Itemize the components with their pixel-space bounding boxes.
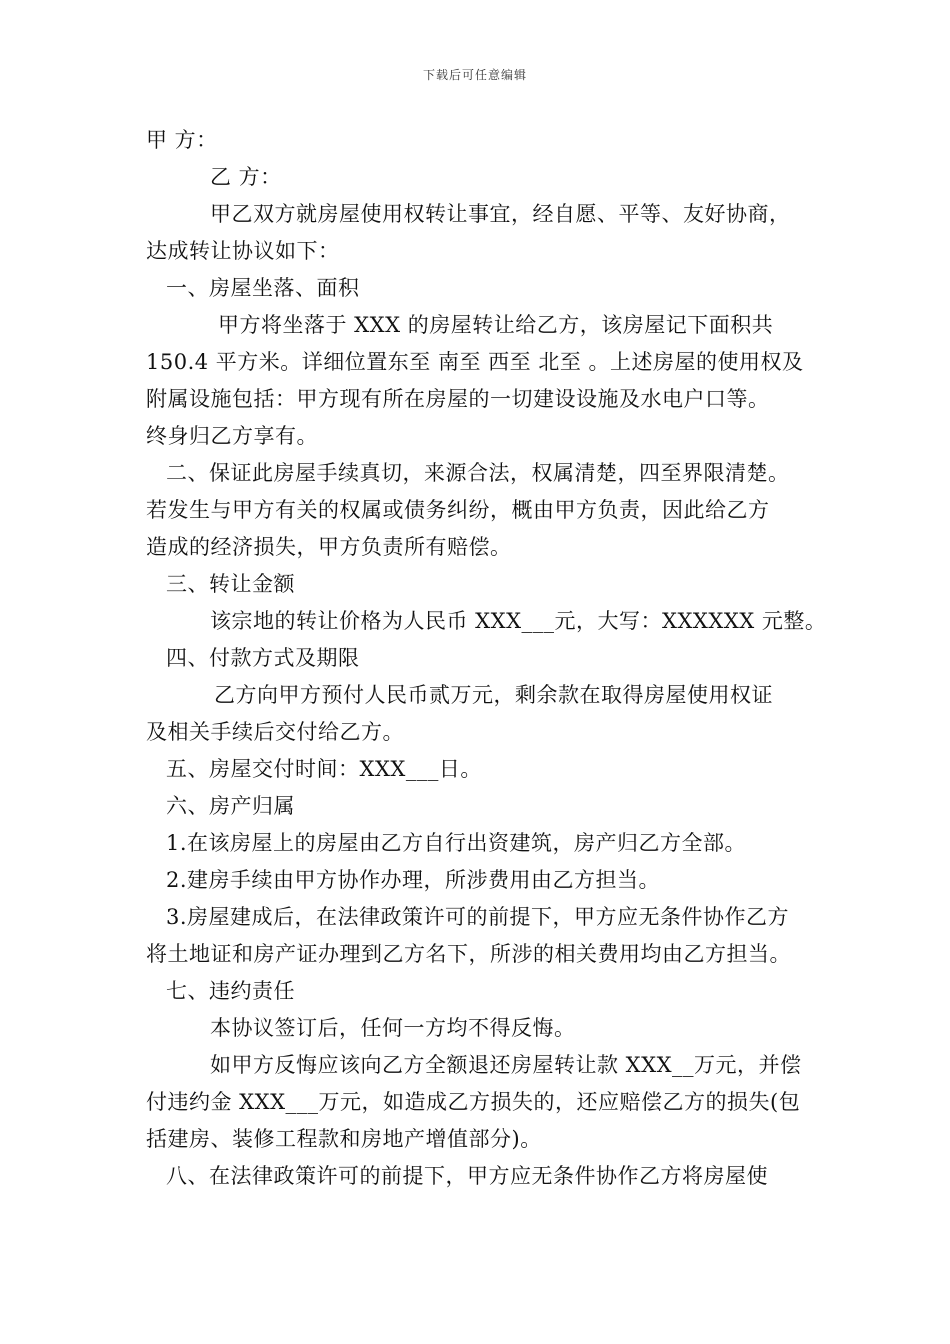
section-6-item-1: 1.在该房屋上的房屋由乙方自行出资建筑，房产归乙方全部。 bbox=[166, 831, 747, 855]
section-6-heading: 六、房产归属 bbox=[166, 794, 295, 818]
party-b-line: 乙 方： bbox=[210, 165, 282, 189]
section-7-line-3: 付违约金 XXX___万元，如造成乙方损失的，还应赔偿乙方的损失(包 bbox=[146, 1090, 801, 1114]
party-a-line: 甲 方： bbox=[146, 128, 218, 152]
section-4-line-2: 及相关手续后交付给乙方。 bbox=[146, 720, 404, 744]
section-1-heading: 一、房屋坐落、面积 bbox=[166, 276, 360, 300]
section-6-item-3-line-1: 3.房屋建成后，在法律政策许可的前提下，甲方应无条件协作乙方 bbox=[166, 905, 790, 929]
section-2-line-2: 若发生与甲方有关的权属或债务纠纷，概由甲方负责，因此给乙方 bbox=[146, 498, 770, 522]
page-header: 下载后可任意编辑 bbox=[422, 68, 527, 82]
section-3-heading: 三、转让金额 bbox=[166, 572, 295, 596]
section-1-line-3: 附属设施包括：甲方现有所在房屋的一切建设设施及水电户口等。 bbox=[146, 387, 770, 411]
section-1-line-2: 150.4 平方米。详细位置东至 南至 西至 北至 。上述房屋的使用权及 bbox=[146, 350, 804, 374]
section-1-line-4: 终身归乙方享有。 bbox=[146, 424, 318, 448]
section-2-line-3: 造成的经济损失，甲方负责所有赔偿。 bbox=[146, 535, 512, 559]
preamble-line-1: 甲乙双方就房屋使用权转让事宜，经自愿、平等、友好协商， bbox=[210, 202, 791, 226]
section-7-line-1: 本协议签订后，任何一方均不得反悔。 bbox=[210, 1016, 576, 1040]
section-8-line-1: 八、在法律政策许可的前提下，甲方应无条件协作乙方将房屋使 bbox=[166, 1164, 768, 1188]
section-6-item-2: 2.建房手续由甲方协作办理，所涉费用由乙方担当。 bbox=[166, 868, 661, 892]
section-3-line-1: 该宗地的转让价格为人民币 XXX___元，大写：XXXXXX 元整。 bbox=[210, 609, 827, 633]
section-1-line-1: 甲方将坐落于 XXX 的房屋转让给乙方，该房屋记下面积共 bbox=[218, 313, 774, 337]
section-5-line: 五、房屋交付时间：XXX___日。 bbox=[166, 757, 482, 781]
preamble-line-2: 达成转让协议如下： bbox=[146, 239, 340, 263]
section-7-heading: 七、违约责任 bbox=[166, 979, 295, 1003]
section-7-line-2: 如甲方反悔应该向乙方全额退还房屋转让款 XXX__万元，并偿 bbox=[210, 1053, 802, 1077]
section-6-item-3-line-2: 将土地证和房产证办理到乙方名下，所涉的相关费用均由乙方担当。 bbox=[146, 942, 791, 966]
section-7-line-4: 括建房、装修工程款和房地产增值部分)。 bbox=[146, 1127, 542, 1151]
section-2-line-1: 二、保证此房屋手续真切，来源合法，权属清楚，四至界限清楚。 bbox=[166, 461, 790, 485]
section-4-line-1: 乙方向甲方预付人民币贰万元，剩余款在取得房屋使用权证 bbox=[214, 683, 773, 707]
section-4-heading: 四、付款方式及期限 bbox=[166, 646, 360, 670]
